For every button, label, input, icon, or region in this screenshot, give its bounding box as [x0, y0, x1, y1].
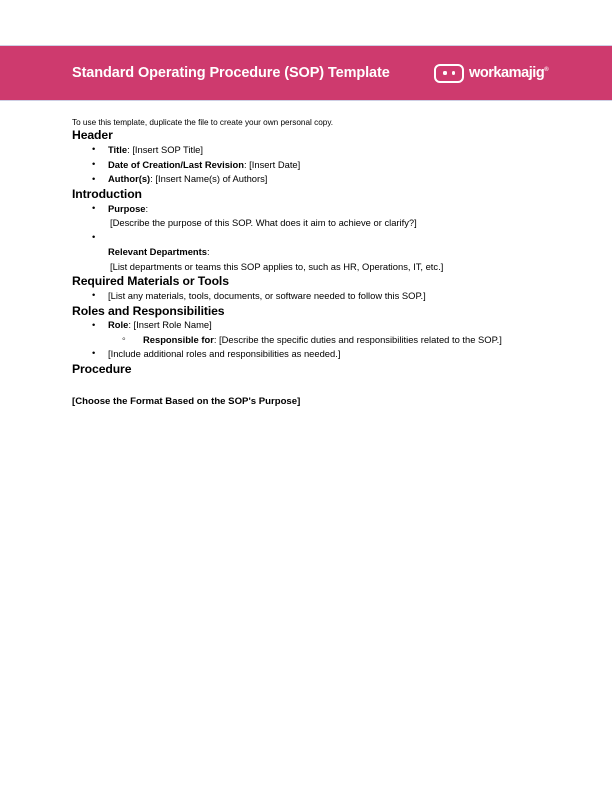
section-heading-roles-responsibilities: Roles and Responsibilities — [72, 303, 225, 318]
roles-list — [0, 318, 612, 333]
item-value: : [Describe the specific duties and responsibilities related to the SOP.] — [213, 333, 502, 345]
item-label: Title — [108, 143, 128, 155]
procedure-format-prompt: [Choose the Format Based on the SOP's Purpose] — [72, 396, 301, 408]
item-value: : [Insert Name(s) of Authors] — [150, 173, 268, 185]
trademark-symbol: ® — [544, 67, 549, 74]
item-label: Role — [108, 319, 129, 331]
item-label: Date of Creation/Last Revision — [108, 158, 244, 170]
section-heading-introduction: Introduction — [72, 186, 142, 201]
section-heading-required-materials: Required Materials or Tools — [72, 274, 229, 289]
item-detail: [List departments or teams this SOP applies to, such as HR, Operations, IT, etc.] — [110, 260, 444, 272]
introduction-list — [0, 202, 612, 275]
page-banner — [0, 45, 612, 101]
list-item — [0, 202, 612, 231]
item-value: : [Insert Date] — [243, 158, 301, 170]
banner-title: Standard Operating Procedure (SOP) Template — [72, 65, 390, 81]
item-value: [List any materials, tools, documents, or software needed to follow this SOP.] — [108, 289, 426, 301]
item-value: : [Insert SOP Title] — [127, 143, 204, 155]
document-body — [0, 101, 612, 409]
workamajig-robot-icon — [434, 64, 464, 83]
item-label: Relevant Departments — [108, 245, 207, 257]
list-item — [0, 333, 612, 347]
robot-eye-right-icon — [452, 71, 455, 74]
section-heading-procedure: Procedure — [72, 361, 132, 376]
workamajig-wordmark — [469, 65, 549, 81]
wordmark-text: workamajig — [469, 65, 545, 81]
template-usage-note: To use this template, duplicate the file to create your own personal copy. — [72, 118, 334, 127]
list-item — [0, 172, 612, 187]
workamajig-logo — [434, 64, 549, 83]
item-value: : — [207, 245, 210, 257]
roles-sub-list — [0, 333, 612, 347]
robot-eye-left-icon — [443, 71, 446, 74]
header-list — [0, 143, 612, 187]
roles-additional-list — [0, 347, 612, 362]
item-label: Purpose — [108, 202, 146, 214]
section-heading-header: Header — [72, 128, 113, 143]
list-item — [0, 318, 612, 333]
item-value: : — [145, 202, 149, 214]
required-materials-list — [0, 289, 612, 304]
item-value: [Include additional roles and responsibilities as needed.] — [108, 347, 341, 359]
list-item — [0, 347, 612, 362]
list-item — [0, 231, 612, 274]
list-item — [0, 289, 612, 304]
item-value: : [Insert Role Name] — [128, 319, 212, 331]
list-item — [0, 158, 612, 173]
item-detail: [Describe the purpose of this SOP. What does it aim to achieve or clarify?] — [110, 217, 417, 229]
item-label: Author(s) — [108, 173, 151, 185]
item-label: Responsible for — [143, 333, 214, 345]
list-item — [0, 143, 612, 158]
